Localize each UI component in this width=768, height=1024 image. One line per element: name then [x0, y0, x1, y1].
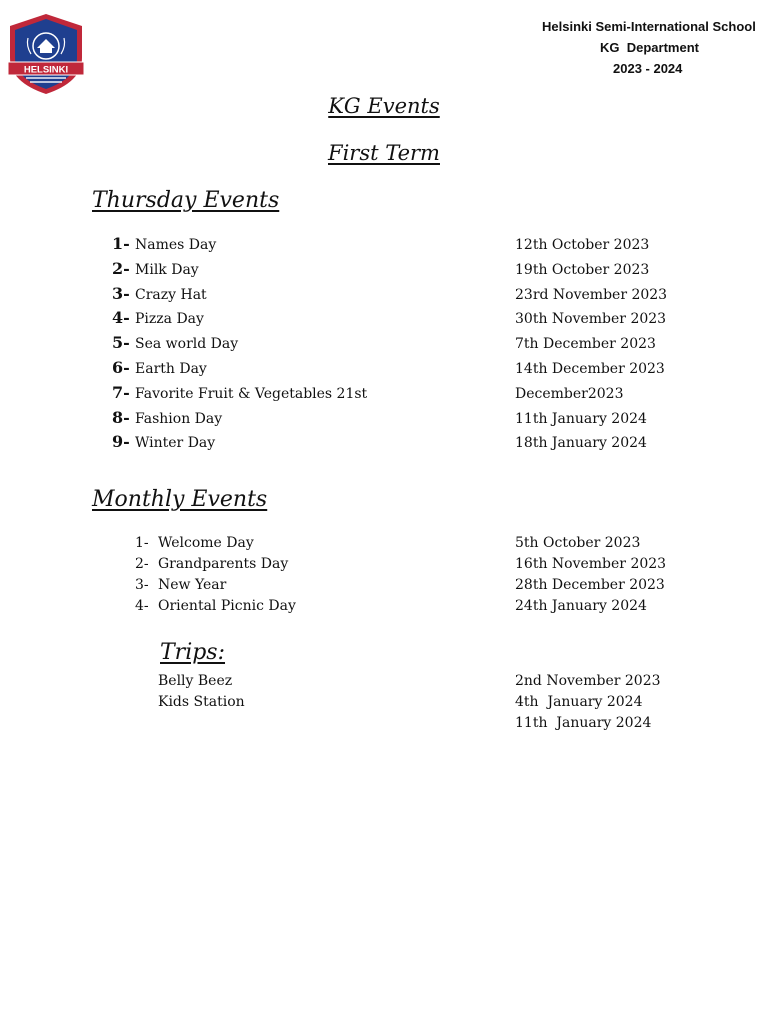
item-number: 8-: [112, 407, 130, 427]
item-number: 9-: [112, 432, 130, 452]
item-number: 3-: [112, 283, 130, 303]
event-name: Fashion Day: [135, 410, 223, 427]
item-number: 1-: [112, 234, 130, 253]
list-item: [0, 407, 768, 434]
event-date: 24th January 2024: [515, 598, 647, 614]
event-name: Favorite Fruit & Vegetables 21st: [135, 385, 368, 402]
event-name: New Year: [158, 577, 227, 593]
event-date: 23rd November 2023: [515, 286, 668, 303]
item-number: 2-: [135, 556, 149, 572]
event-name: Welcome Day: [158, 535, 254, 551]
trip-date: 2nd November 2023: [515, 673, 661, 689]
item-number: 6-: [112, 358, 130, 377]
item-number: 3-: [135, 577, 149, 593]
item-number: 4-: [112, 308, 130, 328]
page-title: KG Events: [328, 94, 440, 118]
event-name: Crazy Hat: [135, 286, 207, 303]
event-name: Winter Day: [135, 435, 216, 452]
list-item: [0, 556, 768, 577]
event-date: 7th December 2023: [515, 336, 656, 353]
school-name: Helsinki Semi-International School: [542, 19, 756, 34]
list-item: [0, 598, 768, 619]
item-number: 1-: [135, 535, 149, 551]
trips-heading: Trips:: [160, 640, 226, 665]
item-number: 5-: [112, 333, 130, 353]
event-date: 12th October 2023: [515, 237, 650, 253]
event-date: 16th November 2023: [515, 556, 667, 572]
term-title: First Term: [328, 141, 440, 165]
list-item: [0, 577, 768, 598]
event-date: 5th October 2023: [515, 535, 641, 551]
list-item: [0, 335, 768, 359]
event-name: Pizza Day: [135, 311, 204, 328]
department-name: KG Department: [600, 40, 699, 55]
logo-text: HELSINKI: [23, 64, 69, 76]
event-date: 11th January 2024: [515, 410, 647, 427]
trip-date: 4th January 2024: [515, 694, 643, 710]
list-item: [0, 673, 768, 694]
item-number: 4-: [135, 598, 149, 614]
event-name: Earth Day: [135, 361, 207, 377]
event-date: 18th January 2024: [515, 435, 647, 452]
thursday-heading: Thursday Events: [92, 188, 280, 213]
list-item: [0, 434, 768, 458]
school-logo: [6, 12, 86, 96]
event-name: Milk Day: [135, 261, 199, 278]
list-item: [0, 236, 768, 260]
academic-years: 2023 - 2024: [613, 61, 683, 76]
list-item: [0, 360, 768, 384]
list-item: [0, 694, 768, 715]
monthly-heading: Monthly Events: [92, 487, 268, 512]
trip-name: Kids Station: [158, 694, 245, 710]
event-name: Oriental Picnic Day: [158, 598, 296, 614]
list-item: [0, 382, 768, 409]
trip-name: Belly Beez: [158, 673, 233, 689]
event-date: December2023: [515, 385, 624, 402]
list-item: [0, 535, 768, 556]
event-date: 28th December 2023: [515, 577, 665, 593]
event-date: 19th October 2023: [515, 261, 650, 278]
event-name: Names Day: [135, 237, 217, 253]
school-header: [520, 16, 768, 79]
item-number: 2-: [112, 258, 130, 278]
list-item: [0, 310, 768, 334]
event-date: 14th December 2023: [515, 361, 665, 377]
list-item: [0, 283, 768, 310]
list-item: [0, 715, 768, 736]
trip-date: 11th January 2024: [515, 715, 652, 731]
event-date: 30th November 2023: [515, 311, 667, 328]
school-crest-icon: [6, 12, 86, 96]
item-number: 7-: [112, 382, 130, 402]
event-name: Sea world Day: [135, 336, 239, 353]
list-item: [0, 258, 768, 285]
event-name: Grandparents Day: [158, 556, 289, 572]
